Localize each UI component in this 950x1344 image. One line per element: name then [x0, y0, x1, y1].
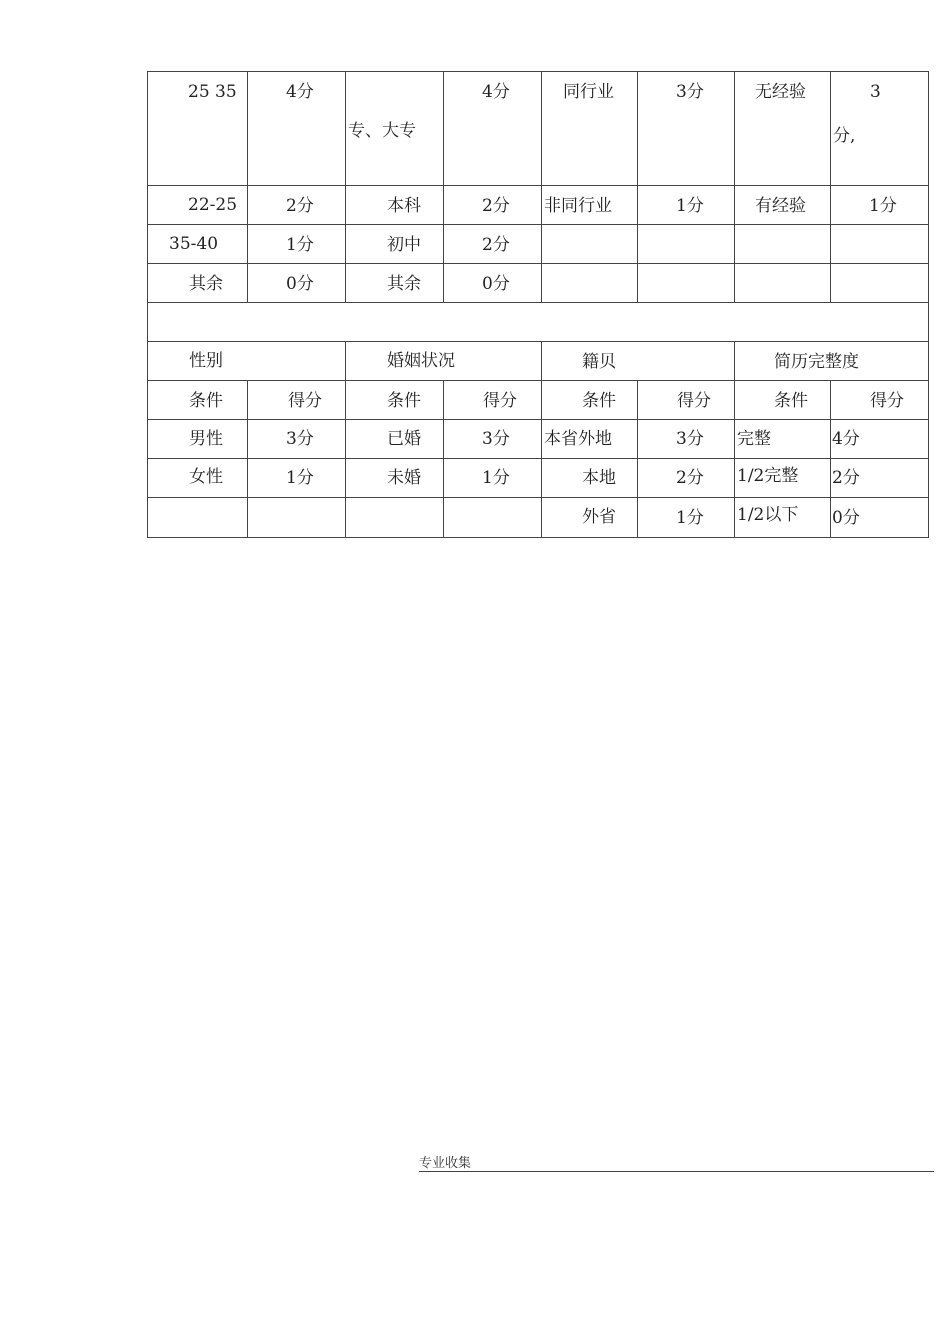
origin-header: 籍贝: [582, 352, 616, 372]
age-score-cell: 1分: [286, 235, 314, 255]
origin-cell: 本省外地: [544, 429, 612, 449]
condition-subheader: 条件: [387, 391, 421, 411]
col-divider: [734, 341, 735, 381]
education-score-cell: 2分: [482, 196, 510, 216]
experience-score-unit: 分,: [833, 126, 856, 146]
row-divider: [147, 185, 929, 186]
education-score-cell: 2分: [482, 235, 510, 255]
industry-score-cell: 1分: [676, 196, 704, 216]
experience-score-cell: 1分: [869, 196, 897, 216]
condition-subheader: 条件: [774, 391, 808, 411]
resume-cell: 1/2完整: [737, 466, 799, 486]
row-divider: [147, 302, 929, 303]
resume-cell: 完整: [737, 429, 771, 449]
marital-cell: 已婚: [387, 429, 421, 449]
col-divider: [345, 341, 346, 381]
score-subheader: 得分: [483, 391, 517, 411]
industry-score-cell: 3分: [676, 82, 704, 102]
row-divider: [147, 497, 929, 498]
age-range-cell: 25 35: [188, 82, 237, 102]
gender-header: 性别: [189, 351, 223, 371]
col-divider: [830, 380, 831, 538]
marital-header: 婚姻状况: [387, 351, 455, 371]
origin-score-cell: 3分: [676, 429, 704, 449]
col-divider: [443, 380, 444, 538]
industry-cell: 非同行业: [544, 196, 612, 216]
resume-cell: 1/2以下: [737, 505, 799, 525]
score-subheader: 得分: [288, 391, 322, 411]
age-score-cell: 4分: [286, 82, 314, 102]
col-divider: [637, 71, 638, 303]
age-range-cell: 22-25: [188, 195, 238, 215]
footer-text: 专业收集: [419, 1156, 472, 1171]
gender-cell: 女性: [189, 467, 223, 487]
col-divider: [637, 380, 638, 538]
marital-score-cell: 1分: [482, 468, 510, 488]
col-divider: [443, 71, 444, 303]
education-cell: 初中: [387, 235, 421, 255]
marital-cell: 未婚: [387, 468, 421, 488]
gender-score-cell: 1分: [286, 468, 314, 488]
table-border-left: [147, 71, 148, 538]
age-score-cell: 2分: [286, 196, 314, 216]
origin-cell: 本地: [582, 468, 616, 488]
age-score-cell: 0分: [286, 274, 314, 294]
condition-subheader: 条件: [582, 391, 616, 411]
experience-score-cell: 3: [870, 82, 881, 102]
experience-cell: 无经验: [755, 82, 806, 102]
score-subheader: 得分: [677, 391, 711, 411]
education-score-cell: 0分: [482, 274, 510, 294]
condition-subheader: 条件: [189, 391, 223, 411]
table-border-top: [147, 71, 929, 72]
education-score-cell: 4分: [482, 82, 510, 102]
row-divider: [147, 380, 929, 381]
gender-score-cell: 3分: [286, 429, 314, 449]
row-divider: [147, 263, 929, 264]
table-border-right: [928, 71, 929, 538]
gender-cell: 男性: [189, 429, 223, 449]
row-divider: [147, 419, 929, 420]
resume-score-cell: 0分: [832, 508, 860, 528]
industry-cell: 同行业: [563, 82, 614, 102]
resume-header: 简历完整度: [774, 352, 859, 372]
col-divider: [541, 380, 542, 538]
origin-cell: 外省: [582, 507, 616, 527]
col-divider: [541, 71, 542, 303]
col-divider: [247, 380, 248, 538]
row-divider: [147, 341, 929, 342]
col-divider: [830, 71, 831, 303]
education-cell: 专、大专: [348, 121, 416, 141]
marital-score-cell: 3分: [482, 429, 510, 449]
col-divider: [541, 341, 542, 381]
resume-score-cell: 2分: [832, 468, 860, 488]
resume-score-cell: 4分: [832, 429, 860, 449]
education-cell: 本科: [387, 196, 421, 216]
table-border-bottom: [147, 537, 929, 538]
row-divider: [147, 458, 929, 459]
origin-score-cell: 1分: [676, 508, 704, 528]
education-cell: 其余: [387, 274, 421, 294]
row-divider: [147, 224, 929, 225]
score-subheader: 得分: [870, 391, 904, 411]
experience-cell: 有经验: [755, 196, 806, 216]
col-divider: [345, 71, 346, 303]
age-range-cell: 35-40: [169, 234, 219, 254]
age-range-cell: 其余: [189, 274, 223, 294]
col-divider: [247, 71, 248, 303]
origin-score-cell: 2分: [676, 468, 704, 488]
footer-rule: [419, 1171, 934, 1172]
col-divider: [345, 380, 346, 538]
col-divider: [734, 71, 735, 303]
col-divider: [734, 380, 735, 538]
